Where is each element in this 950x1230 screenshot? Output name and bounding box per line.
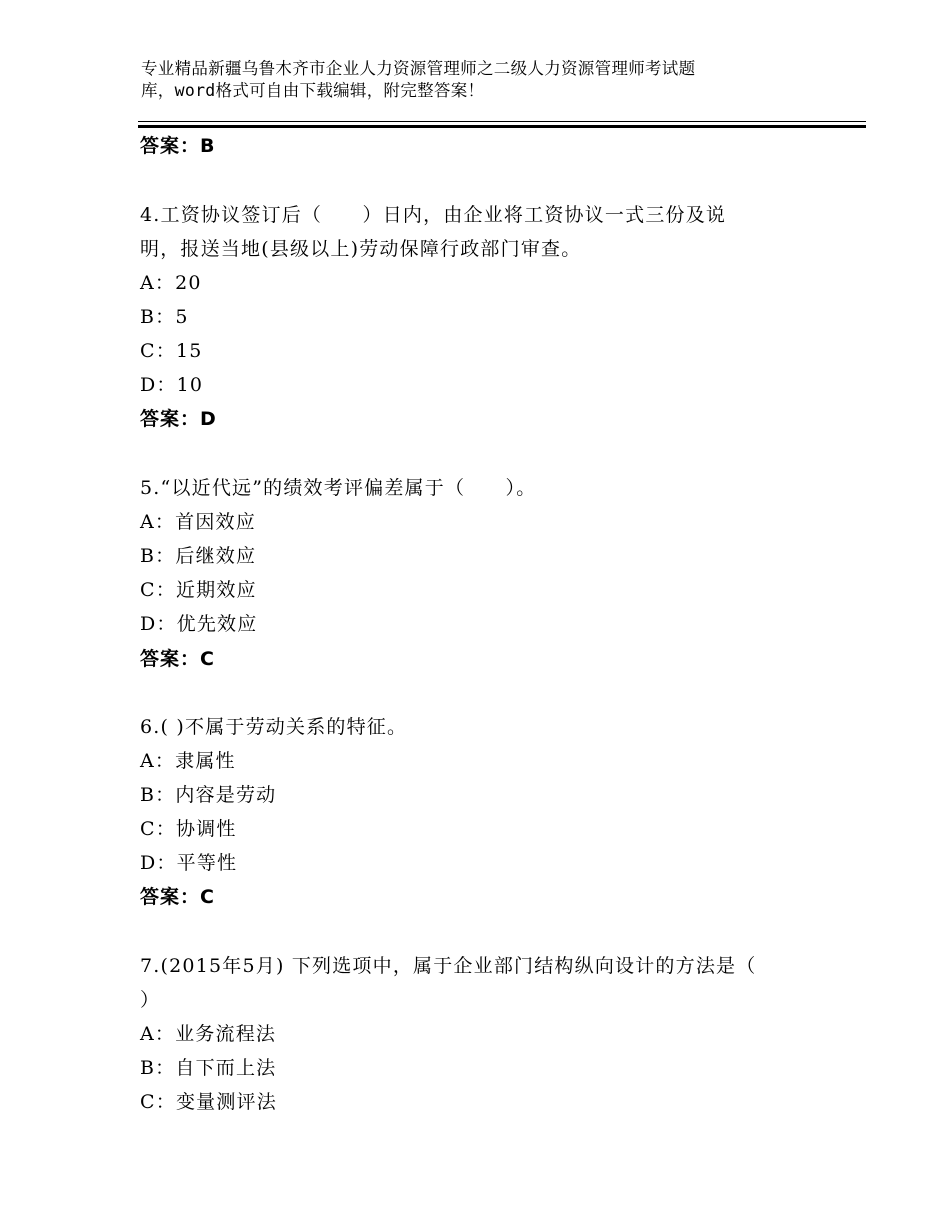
- question-7-option-a: A：业务流程法: [140, 1023, 277, 1045]
- header-rule-thin: [138, 121, 866, 122]
- question-7-option-c: C：变量测评法: [140, 1091, 277, 1113]
- question-7-stem-line-1: 7.(2015年5月) 下列选项中，属于企业部门结构纵向设计的方法是（: [140, 955, 757, 977]
- question-6-option-d: D：平等性: [140, 852, 238, 874]
- question-5-option-a: A：首因效应: [140, 511, 256, 533]
- question-5-option-b: B：后继效应: [140, 545, 257, 567]
- question-4-option-d: D：10: [140, 374, 204, 396]
- question-4-stem-line-1: 4.工资协议签订后（ ）日内，由企业将工资协议一式三份及说: [140, 204, 727, 226]
- question-6-option-b: B：内容是劳动: [140, 784, 277, 806]
- question-7-stem-line-2: ）: [140, 989, 161, 1011]
- question-5-answer: 答案：C: [140, 648, 215, 670]
- question-4-option-c: C：15: [140, 340, 203, 362]
- question-7-option-b: B：自下而上法: [140, 1057, 277, 1079]
- header-line-1: 专业精品新疆乌鲁木齐市企业人力资源管理师之二级人力资源管理师考试题: [141, 59, 696, 78]
- header-rule-thick: [138, 125, 866, 128]
- answer-q3: 答案：B: [140, 135, 216, 157]
- question-4-answer: 答案：D: [140, 408, 217, 430]
- question-5-option-c: C：近期效应: [140, 579, 257, 601]
- question-6-option-a: A：隶属性: [140, 750, 236, 772]
- question-6-option-c: C：协调性: [140, 818, 237, 840]
- document-header: [141, 58, 781, 102]
- question-5-option-d: D：优先效应: [140, 613, 258, 635]
- question-4-option-a: A：20: [140, 272, 202, 294]
- question-4-stem-line-2: 明，报送当地(县级以上)劳动保障行政部门审查。: [140, 238, 582, 260]
- question-6-stem-line-1: 6.( )不属于劳动关系的特征。: [140, 716, 408, 738]
- question-4-option-b: B：5: [140, 306, 189, 328]
- header-line-2: 库，word格式可自由下载编辑，附完整答案！: [141, 81, 485, 100]
- question-6-answer: 答案：C: [140, 886, 215, 908]
- question-5-stem-line-1: 5.“以近代远”的绩效考评偏差属于（ ）。: [140, 477, 537, 499]
